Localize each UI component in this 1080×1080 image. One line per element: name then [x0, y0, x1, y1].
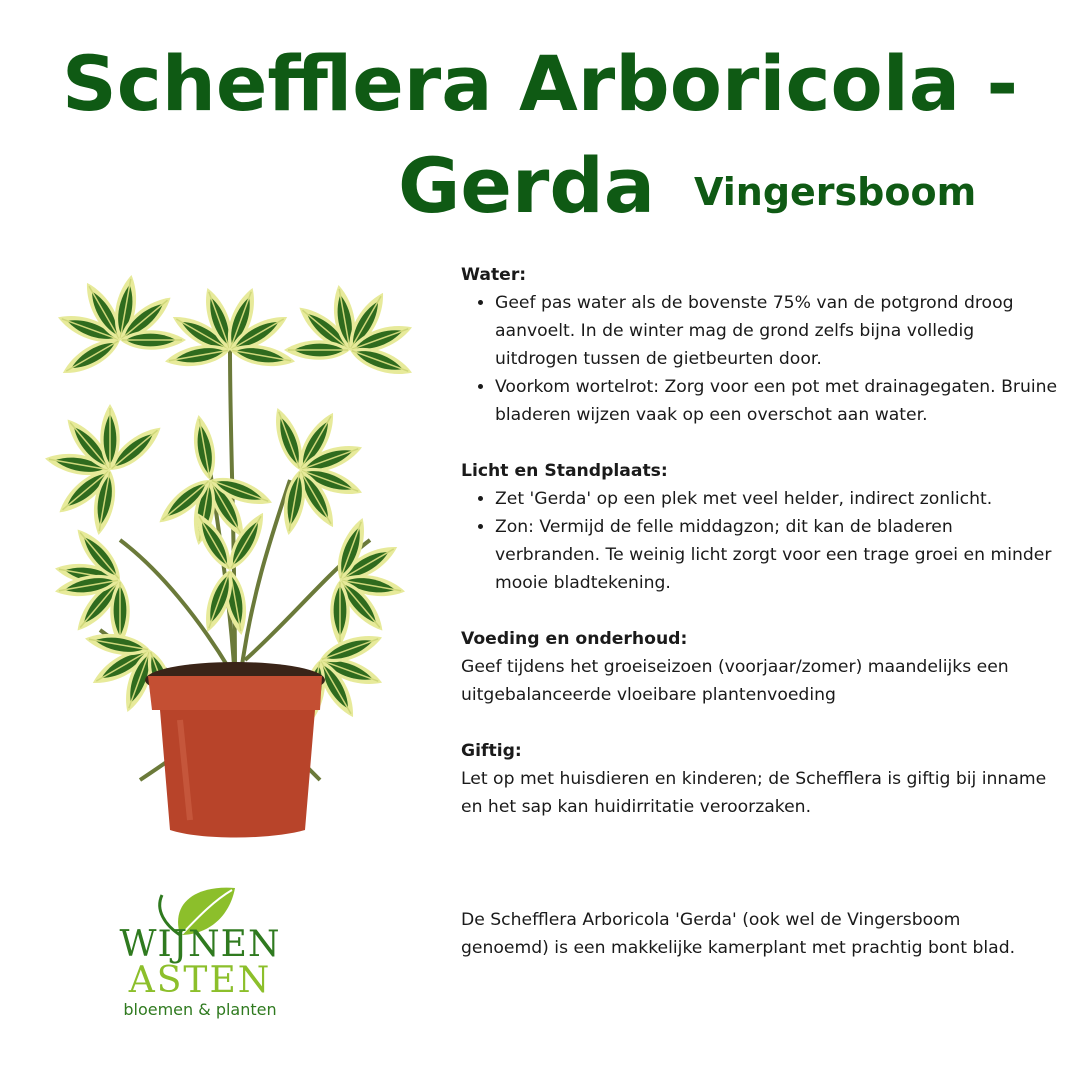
- list-item: • Zon: Vermijd de felle middagzon; dit kan de bladeren verbranden. Te weinig licht zorgt voor een trage groei en minder mooie bladtekening.: [495, 513, 1061, 597]
- bullet-list: [461, 485, 1061, 597]
- care-instructions: [461, 261, 1061, 849]
- page-title: Schefflera Arboricola -: [61, 39, 1019, 128]
- section-water: [461, 261, 1061, 429]
- summary-note: De Schefflera Arboricola 'Gerda' (ook wel de Vingersboom genoemd) is een makkelijke kamerplant met prachtig bont blad.: [461, 910, 1016, 958]
- list-item: • Geef pas water als de bovenste 75% van de potgrond droog aanvoelt. In de winter mag de grond zelfs bijna volledig uitdrogen tussen de gietbeurten door.: [495, 289, 1061, 373]
- list-item: • Zet 'Gerda' op een plek met veel helder, indirect zonlicht.: [495, 485, 1061, 513]
- section-text: Geef tijdens het groeiseizoen (voorjaar/zomer) maandelijks een uitgebalanceerde vloeibare plantenvoeding: [461, 657, 1009, 705]
- section-heading: Voeding en onderhoud:: [461, 629, 688, 649]
- list-item: • Voorkom wortelrot: Zorg voor een pot met drainagegaten. Bruine bladeren wijzen vaak op een overschot aan water.: [495, 373, 1061, 429]
- logo-wordmark-top: WIJNEN: [119, 924, 281, 965]
- logo-wordmark-bottom: ASTEN: [128, 960, 272, 1001]
- section-text: Let op met huisdieren en kinderen; de Schefflera is giftig bij inname en het sap kan huidirritatie veroorzaken.: [461, 769, 1047, 817]
- logo-tagline: bloemen & planten: [123, 1000, 277, 1019]
- brand-logo: [110, 880, 290, 1030]
- bullet-list: [461, 289, 1061, 429]
- section-light: [461, 457, 1061, 597]
- page-subtitle: Vingersboom: [694, 170, 977, 214]
- title-second-line: [0, 136, 1080, 236]
- section-heading: Giftig:: [461, 741, 522, 761]
- section-toxic: [461, 737, 1061, 821]
- title-cultivar: Gerda: [398, 141, 656, 230]
- section-heading: Licht en Standplaats:: [461, 461, 668, 481]
- plant-image: [30, 240, 450, 850]
- section-heading: Water:: [461, 265, 527, 285]
- section-feeding: [461, 625, 1061, 709]
